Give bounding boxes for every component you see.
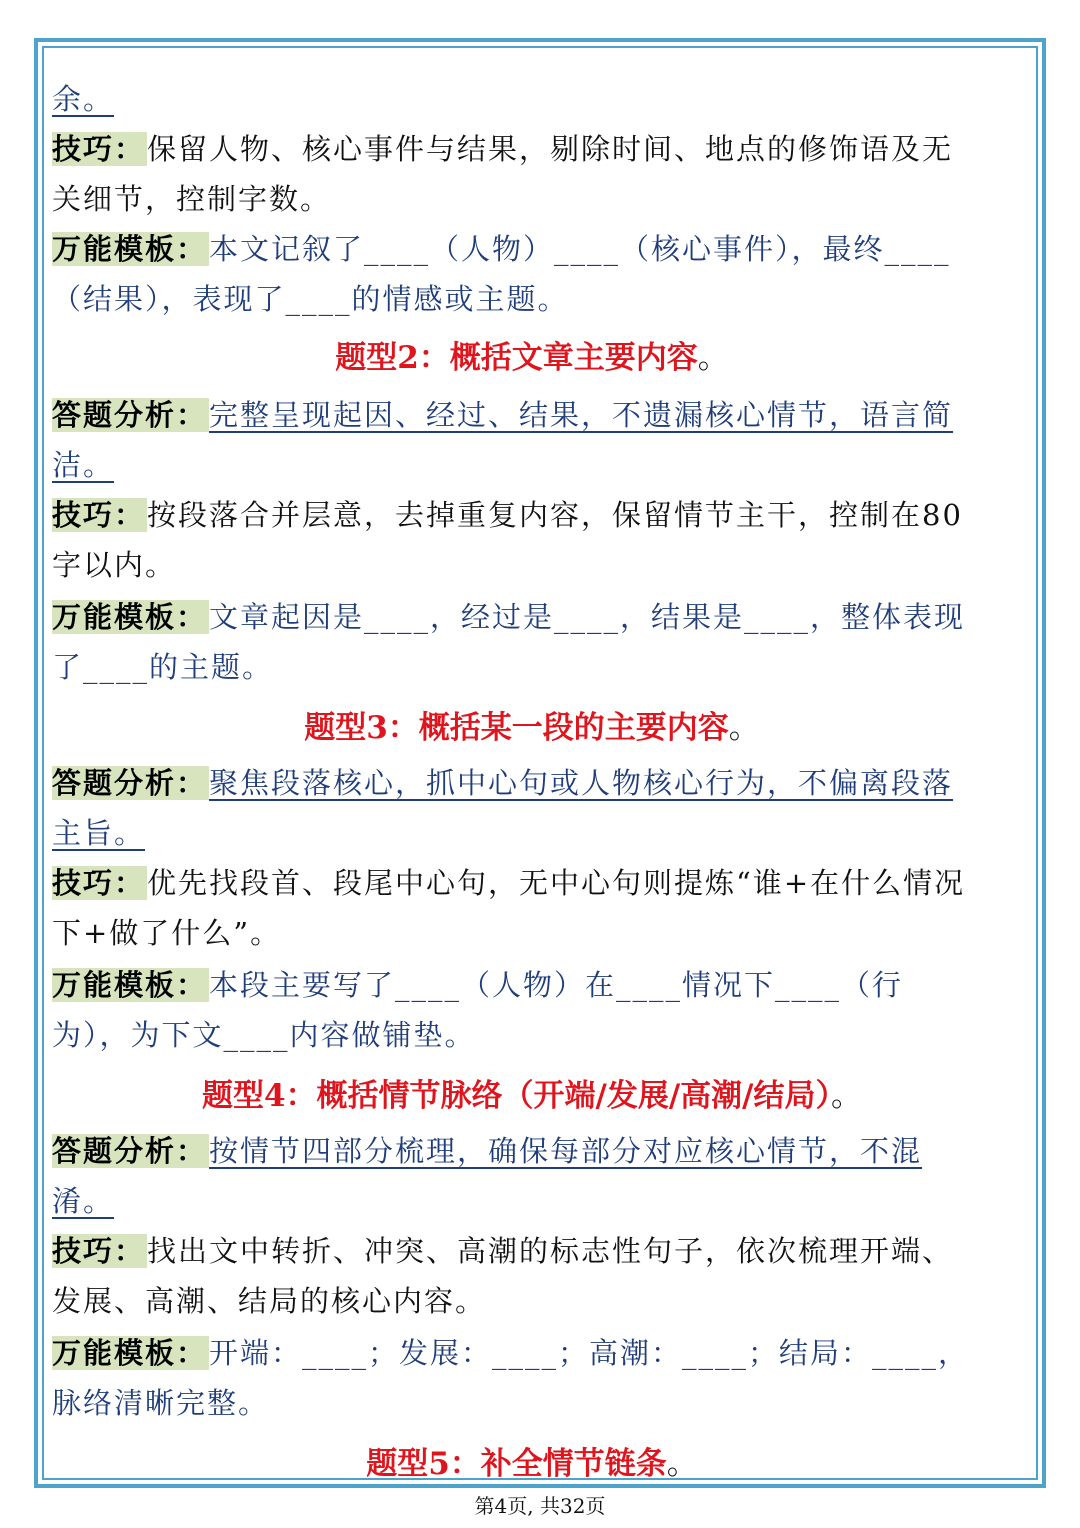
- tip-text: 保留人物、核心事件与结果，剔除时间、地点的修饰语及无: [147, 132, 954, 166]
- section-heading-5: [52, 1436, 1012, 1492]
- template-text: 文章起因是____，经过是____，结果是____，整体表现: [209, 600, 966, 634]
- tip-continuation: 关细节，控制字数。: [52, 182, 332, 216]
- template-label: 万能模板：: [52, 232, 208, 266]
- tip-text: 按段落合并层意，去掉重复内容，保留情节主干，控制在80: [147, 498, 963, 532]
- tip-continuation: 下+做了什么”。: [52, 916, 282, 950]
- tip-line: [52, 858, 965, 908]
- heading-text: 题型4：概括情节脉络（开端/发展/高潮/结局）: [201, 1078, 832, 1114]
- analysis-text: 聚焦段落核心，抓中心句或人物核心行为，不偏离段落: [209, 766, 954, 800]
- heading-period: 。: [831, 1078, 863, 1114]
- tip-continuation: 字以内。: [52, 548, 177, 582]
- template-label: 万能模板：: [52, 968, 208, 1002]
- heading-text: 题型2：概括文章主要内容: [335, 340, 698, 376]
- template-continuation: 了____的主题。: [52, 650, 274, 684]
- section-heading-2: [52, 330, 1012, 386]
- template-continuation: 脉络清晰完整。: [52, 1386, 270, 1420]
- analysis-text: 按情节四部分梳理，确保每部分对应核心情节，不混: [209, 1134, 923, 1168]
- template-label: 万能模板：: [52, 1336, 208, 1370]
- heading-text: 题型5：补全情节链条: [366, 1446, 667, 1482]
- template-line: [52, 592, 965, 642]
- tip-continuation: 发展、高潮、结局的核心内容。: [52, 1284, 487, 1318]
- analysis-continuation: 洁。: [52, 448, 115, 482]
- analysis-label: 答题分析：: [52, 766, 208, 800]
- template-label: 万能模板：: [52, 600, 208, 634]
- tip-line: [52, 1226, 953, 1276]
- analysis-text: 完整呈现起因、经过、结果，不遗漏核心情节，语言简: [209, 398, 954, 432]
- page-number-footer: 第4页, 共32页: [474, 1494, 606, 1518]
- analysis-label: 答题分析：: [52, 1134, 208, 1168]
- tip-label: 技巧：: [52, 1234, 146, 1268]
- heading-period: 。: [728, 710, 760, 746]
- tip-text: 优先找段首、段尾中心句，无中心句则提炼“谁+在什么情况: [147, 866, 966, 900]
- tip-line: [52, 490, 963, 540]
- analysis-label: 答题分析：: [52, 398, 208, 432]
- tip-label: 技巧：: [52, 132, 146, 166]
- analysis-continuation: 主旨。: [52, 816, 146, 850]
- template-line: [52, 1328, 969, 1378]
- heading-text: 题型3：概括某一段的主要内容: [304, 710, 729, 746]
- analysis-continuation: 淆。: [52, 1184, 115, 1218]
- template-line: [52, 224, 951, 274]
- tip-label: 技巧：: [52, 498, 146, 532]
- heading-period: 。: [666, 1446, 698, 1482]
- template-text: 本文记叙了____（人物）____（核心事件），最终____: [209, 232, 951, 266]
- analysis-line: [52, 1126, 922, 1176]
- heading-period: 。: [697, 340, 729, 376]
- template-text: 开端：____；发展：____；高潮：____；结局：____，: [209, 1336, 970, 1370]
- section-heading-4: [52, 1068, 1012, 1124]
- template-text: 本段主要写了____（人物）在____情况下____（行: [209, 968, 904, 1002]
- template-line: [52, 960, 903, 1010]
- section-heading-3: [52, 700, 1012, 756]
- analysis-line: [52, 390, 953, 440]
- tip-line: [52, 124, 953, 174]
- template-continuation: 为），为下文____内容做铺垫。: [52, 1018, 476, 1052]
- tip-label: 技巧：: [52, 866, 146, 900]
- analysis-line: [52, 758, 953, 808]
- tip-text: 找出文中转折、冲突、高潮的标志性句子，依次梳理开端、: [147, 1234, 954, 1268]
- analysis-continuation: 余。: [52, 82, 115, 116]
- template-continuation: （结果），表现了____的情感或主题。: [52, 282, 569, 316]
